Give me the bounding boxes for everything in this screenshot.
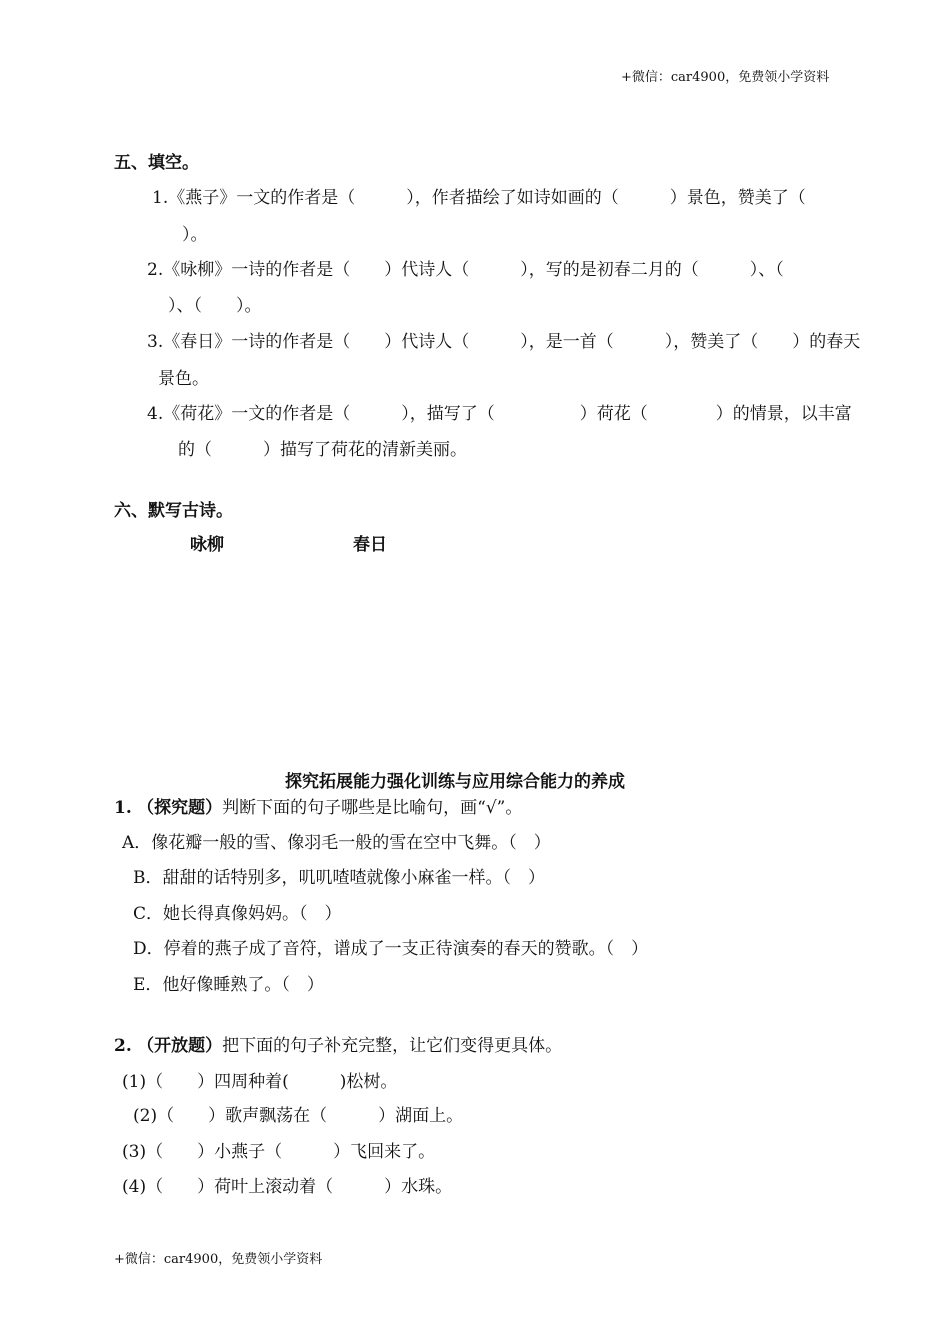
footer-note: +微信：car4900，免费领小学资料 bbox=[114, 1252, 323, 1267]
poem-title-yongliu: 咏柳 bbox=[190, 535, 224, 555]
explore-q2 bbox=[114, 1031, 562, 1056]
explore-heading: 探究拓展能力强化训练与应用综合能力的养成 bbox=[285, 772, 625, 792]
option-d: D．停着的燕子成了音符，谱成了一支正待演奏的春天的赞歌。（ ） bbox=[133, 939, 649, 959]
section-6-title: 六、默写古诗。 bbox=[114, 501, 233, 521]
sentence-3: (3)（ ）小燕子（ ）飞回来了。 bbox=[122, 1142, 436, 1162]
option-c: C．她长得真像妈妈。（ ） bbox=[133, 904, 342, 924]
section-5-title: 五、填空。 bbox=[114, 153, 199, 173]
fill-blank-q2-line2: ）、（ ）。 bbox=[168, 296, 262, 316]
fill-blank-q3-line2: 景色。 bbox=[158, 369, 209, 389]
fill-blank-q4-line2: 的（ ）描写了荷花的清新美丽。 bbox=[178, 440, 467, 460]
sentence-4: (4)（ ）荷叶上滚动着（ ）水珠。 bbox=[122, 1177, 453, 1197]
header-note: +微信：car4900，免费领小学资料 bbox=[621, 70, 830, 85]
explore-q1-number: 1. bbox=[114, 798, 132, 818]
option-a: A．像花瓣一般的雪、像羽毛一般的雪在空中飞舞。（ ） bbox=[122, 833, 551, 853]
sentence-2: (2)（ ）歌声飘荡在（ ）湖面上。 bbox=[133, 1106, 464, 1126]
poem-title-chunri: 春日 bbox=[353, 535, 387, 555]
explore-q2-text: 把下面的句子补充完整，让它们变得更具体。 bbox=[222, 1036, 563, 1056]
explore-q1 bbox=[114, 793, 522, 818]
explore-q1-tag: （探究题） bbox=[137, 798, 223, 818]
option-e: E．他好像睡熟了。（ ） bbox=[133, 975, 324, 995]
fill-blank-q1-line2: ）。 bbox=[182, 225, 208, 245]
fill-blank-q4-line1: 4.《荷花》一文的作者是（ ），描写了（ ）荷花（ ）的情景，以丰富 bbox=[147, 404, 852, 424]
option-b: B．甜甜的话特别多，叽叽喳喳就像小麻雀一样。（ ） bbox=[133, 868, 545, 888]
fill-blank-q2-line1: 2.《咏柳》一诗的作者是（ ）代诗人（ ），写的是初春二月的（ ）、（ bbox=[147, 260, 784, 280]
explore-q2-number: 2. bbox=[114, 1036, 132, 1056]
fill-blank-q1-line1: 1.《燕子》一文的作者是（ ），作者描绘了如诗如画的（ ）景色，赞美了（ bbox=[152, 188, 806, 208]
explore-q2-tag: （开放题） bbox=[137, 1036, 223, 1056]
explore-q1-text: 判断下面的句子哪些是比喻句，画“√”。 bbox=[222, 798, 523, 818]
fill-blank-q3-line1: 3.《春日》一诗的作者是（ ）代诗人（ ），是一首（ ），赞美了（ ）的春天 bbox=[147, 332, 861, 352]
sentence-1: (1)（ ）四周种着( )松树。 bbox=[122, 1072, 398, 1092]
